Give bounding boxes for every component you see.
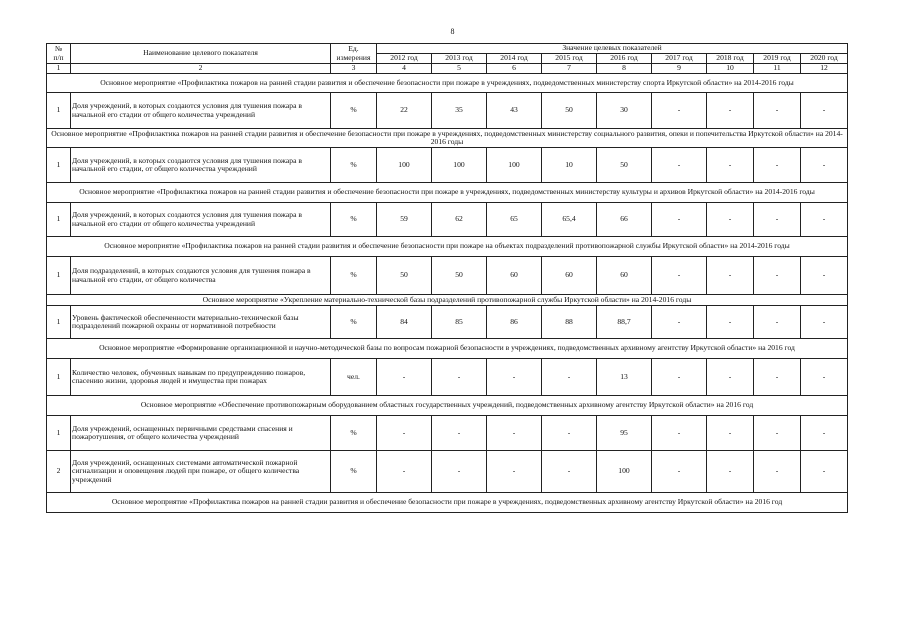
section-title: Основное мероприятие «Обеспечение противопожарным оборудованием областных государственных учреждений, подведомственных архивному агентству Иркутской области» на 2016 год [47,396,848,416]
indicator-name: Доля учреждений, оснащенных первичными средствами спасения и пожаротушения, от общего количества учреждений [71,416,331,451]
indicator-value: - [377,416,432,451]
indicator-name: Доля учреждений, в которых создаются условия для тушения пожара в начальной его стадии от общего количества учреждений [71,203,331,237]
indicator-value: - [432,359,487,396]
indicator-value: 85 [432,306,487,339]
unit: % [331,257,377,295]
indicator-value: 60 [542,257,597,295]
header-year: 2019 год [754,54,801,64]
column-number: 4 [377,64,432,74]
column-number: 12 [801,64,848,74]
indicator-value: - [707,359,754,396]
indicator-value: 43 [487,93,542,129]
column-number: 3 [331,64,377,74]
indicator-value: 22 [377,93,432,129]
indicator-value: - [487,359,542,396]
column-number: 10 [707,64,754,74]
table-row [47,359,848,396]
header-year: 2020 год [801,54,848,64]
header-column-numbers-row [47,64,848,74]
indicator-value: - [542,451,597,493]
header-year: 2013 год [432,54,487,64]
indicator-value: 50 [377,257,432,295]
section-title: Основное мероприятие «Профилактика пожаров на ранней стадии развития и обеспечение безопасности при пожаре в учреждениях, подведомственных министерству культуры и архивов Иркутской области» на 2014-2016 годы [47,183,848,203]
indicator-value: 86 [487,306,542,339]
column-number: 7 [542,64,597,74]
table-row [47,257,848,295]
indicator-value: 50 [432,257,487,295]
indicator-value: - [754,148,801,183]
indicator-value: 88,7 [597,306,652,339]
header-unit: Ед. измерения [331,44,377,64]
table-row [47,203,848,237]
header-year: 2014 год [487,54,542,64]
indicator-value: 59 [377,203,432,237]
row-number: 2 [47,451,71,493]
indicator-value: - [801,148,848,183]
row-number: 1 [47,257,71,295]
unit: % [331,93,377,129]
indicator-value: - [754,93,801,129]
header-name: Наименование целевого показателя [71,44,331,64]
section-row [47,339,848,359]
indicator-value: 66 [597,203,652,237]
indicator-value: 88 [542,306,597,339]
unit: чел. [331,359,377,396]
indicator-value: 100 [377,148,432,183]
table-row [47,93,848,129]
table-row [47,306,848,339]
indicator-value: - [754,451,801,493]
column-number: 6 [487,64,542,74]
unit: % [331,203,377,237]
header-year: 2018 год [707,54,754,64]
indicator-name: Доля учреждений, в которых создаются условия для тушения пожара в начальной его стадии от общего количества учреждений [71,93,331,129]
indicator-value: - [652,306,707,339]
table-row [47,451,848,493]
indicator-value: - [754,416,801,451]
indicator-value: 10 [542,148,597,183]
indicator-value: - [707,451,754,493]
column-number: 5 [432,64,487,74]
indicator-value: - [754,203,801,237]
indicator-name: Уровень фактической обеспеченности материально-технической базы подразделений пожарной охраны от нормативной потребности [71,306,331,339]
indicator-value: - [652,257,707,295]
section-title: Основное мероприятие «Укрепление материально-технической базы подразделений противопожарной службы Иркутской области» на 2014-2016 годы [47,295,848,306]
header-year: 2016 год [597,54,652,64]
indicator-value: - [377,359,432,396]
indicator-name: Доля учреждений, в которых создаются условия для тушения пожара в начальной его стадии, от общего количества учреждений [71,148,331,183]
indicator-value: 95 [597,416,652,451]
indicator-value: - [542,416,597,451]
indicator-value: - [707,148,754,183]
indicator-name: Доля подразделений, в которых создаются условия для тушения пожара в начальной его стадии, от общего количества [71,257,331,295]
section-row [47,74,848,93]
row-number: 1 [47,203,71,237]
section-title: Основное мероприятие «Профилактика пожаров на ранней стадии развития и обеспечение безопасности при пожаре на объектах подразделений противопожарной службы Иркутской области» на 2014-2016 годы [47,237,848,257]
indicator-name: Количество человек, обученных навыкам по предупреждению пожаров, спасению жизни, здоровья людей и имущества при пожарах [71,359,331,396]
column-number: 11 [754,64,801,74]
header-values-group: Значение целевых показателей [377,44,848,54]
indicator-value: - [801,306,848,339]
header-num: № п/п [47,44,71,64]
indicator-value: 100 [487,148,542,183]
unit: % [331,416,377,451]
indicator-value: 100 [432,148,487,183]
indicator-value: - [707,93,754,129]
indicator-value: - [754,306,801,339]
indicator-value: - [652,93,707,129]
indicator-value: - [432,451,487,493]
table-row [47,148,848,183]
indicator-value: - [801,93,848,129]
section-title: Основное мероприятие «Профилактика пожаров на ранней стадии развития и обеспечение безопасности при пожаре в учреждениях, подведомственных министерству спорта Иркутской области» на 2014-2016 годы [47,74,848,93]
target-indicators-table [46,43,848,513]
indicator-value: - [707,203,754,237]
indicator-value: 35 [432,93,487,129]
indicator-value: 62 [432,203,487,237]
indicator-value: - [801,451,848,493]
row-number: 1 [47,93,71,129]
indicator-name: Доля учреждений, оснащенных системами автоматической пожарной сигнализации и оповещения людей при пожаре, от общего количества учреждений [71,451,331,493]
indicator-value: - [754,359,801,396]
indicator-value: 50 [542,93,597,129]
indicator-value: - [377,451,432,493]
indicator-value: 30 [597,93,652,129]
column-number: 2 [71,64,331,74]
indicator-value: - [432,416,487,451]
section-row [47,129,848,148]
header-year: 2012 год [377,54,432,64]
indicator-value: 100 [597,451,652,493]
column-number: 1 [47,64,71,74]
indicator-value: - [801,359,848,396]
table-body [47,74,848,513]
indicator-value: - [707,257,754,295]
indicator-value: - [652,451,707,493]
indicator-value: 65,4 [542,203,597,237]
indicator-value: 60 [597,257,652,295]
indicator-value: - [652,359,707,396]
section-title: Основное мероприятие «Профилактика пожаров на ранней стадии развития и обеспечение безопасности при пожаре в учреждениях, подведомственных архивному агентству Иркутской области» на 2016 год [47,493,848,513]
row-number: 1 [47,416,71,451]
indicator-value: - [707,416,754,451]
header-year: 2017 год [652,54,707,64]
section-row [47,396,848,416]
indicator-value: - [652,416,707,451]
header-year: 2015 год [542,54,597,64]
indicator-value: - [754,257,801,295]
indicator-value: 65 [487,203,542,237]
section-row [47,183,848,203]
indicator-value: - [707,306,754,339]
section-title: Основное мероприятие «Профилактика пожаров на ранней стадии развития и обеспечение безопасности при пожаре в учреждениях, подведомственных министерству социального развития, опеки и попечительства Иркутской области» на 2014-2016 годы [47,129,848,148]
column-number: 8 [597,64,652,74]
indicator-value: - [801,257,848,295]
indicator-value: - [652,203,707,237]
section-row [47,295,848,306]
indicator-value: - [487,416,542,451]
section-title: Основное мероприятие «Формирование организационной и научно-методической базы по вопросам пожарной безопасности в учреждениях, подведомственных архивному агентству Иркутской области» на 2016 год [47,339,848,359]
column-number: 9 [652,64,707,74]
unit: % [331,451,377,493]
table-row [47,416,848,451]
indicator-value: - [801,416,848,451]
page-number: 8 [450,27,455,36]
unit: % [331,306,377,339]
indicator-value: 50 [597,148,652,183]
section-row [47,493,848,513]
indicator-value: - [652,148,707,183]
indicator-value: 60 [487,257,542,295]
section-row [47,237,848,257]
row-number: 1 [47,359,71,396]
row-number: 1 [47,306,71,339]
indicator-value: - [542,359,597,396]
indicator-value: 13 [597,359,652,396]
indicator-value: 84 [377,306,432,339]
indicator-value: - [487,451,542,493]
row-number: 1 [47,148,71,183]
unit: % [331,148,377,183]
indicator-value: - [801,203,848,237]
